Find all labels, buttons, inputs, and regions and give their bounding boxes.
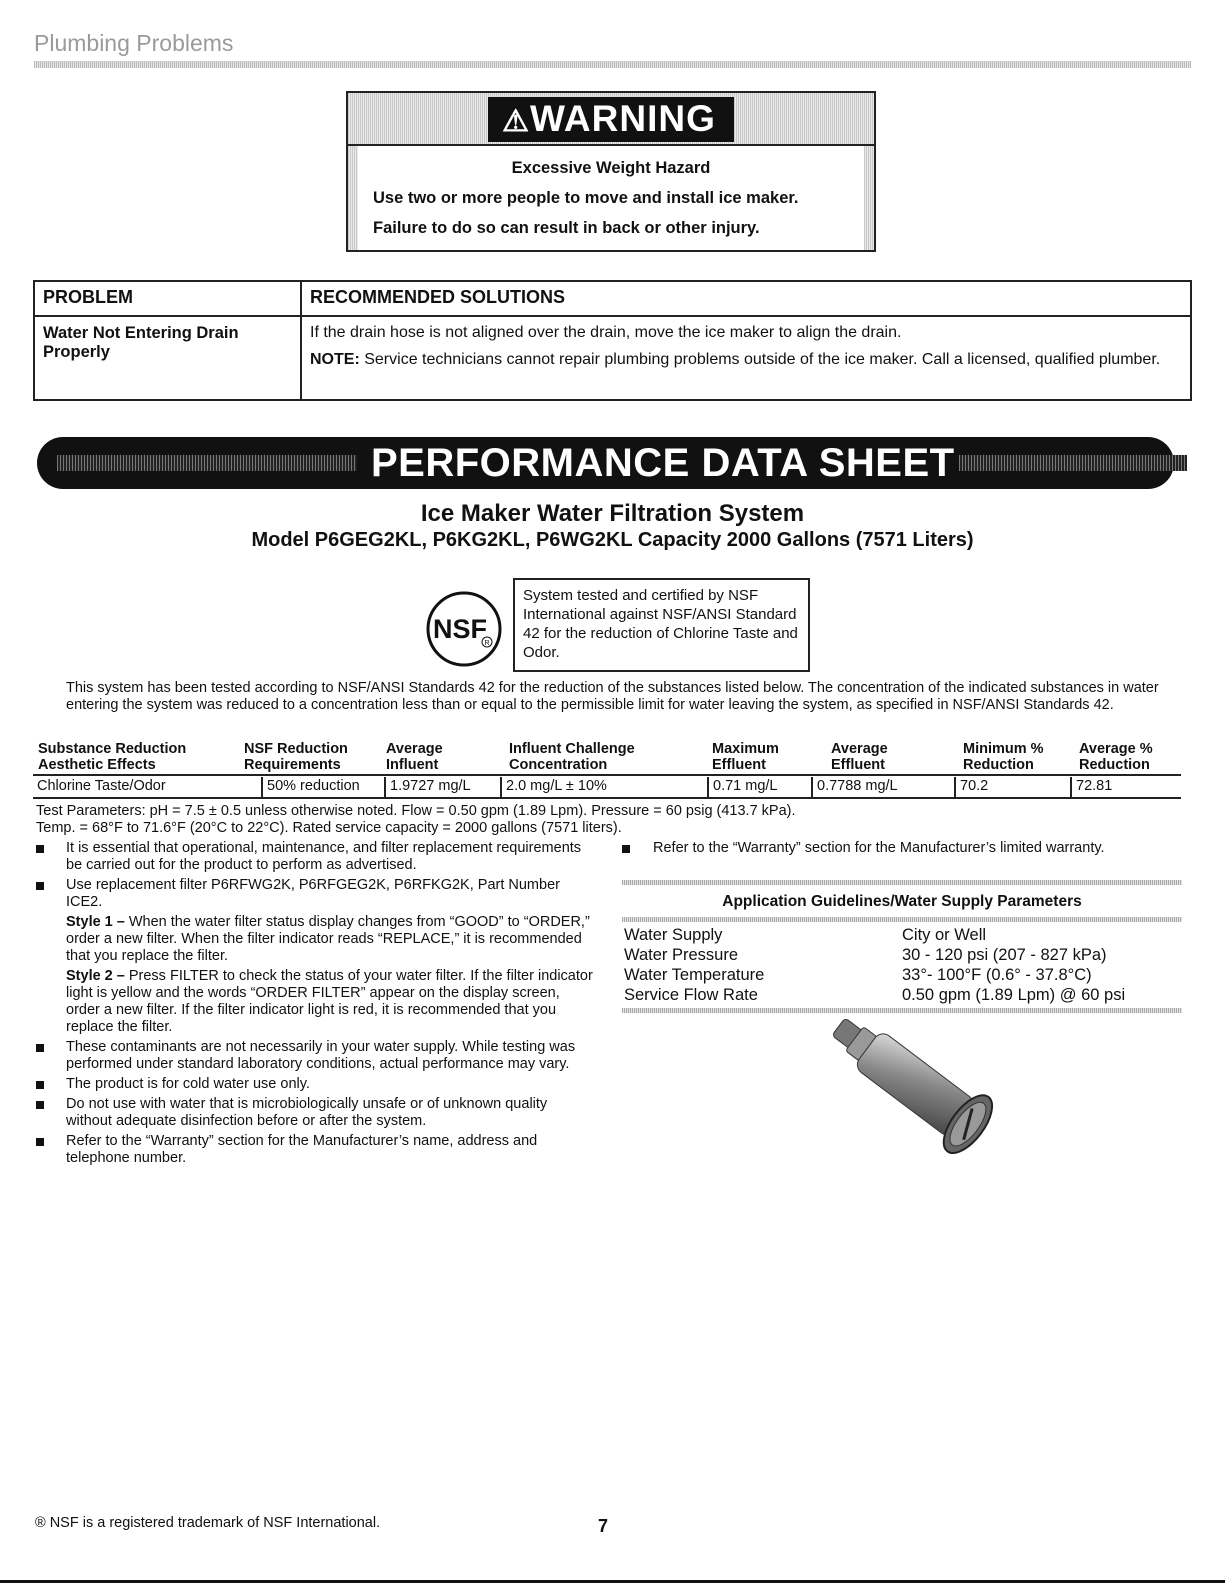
warning-line-1: Use two or more people to move and install ice maker. <box>373 189 799 207</box>
list-item-text: Use replacement filter P6RFWG2K, P6RFGEG2K, P6RFKG2K, Part Number ICE2. <box>66 877 560 910</box>
guideline-row <box>622 945 1182 965</box>
problem-table-header <box>34 281 1191 316</box>
list-item-text: The product is for cold water use only. <box>66 1076 310 1092</box>
list-item <box>36 1076 596 1093</box>
col-header-line: NSF Reduction <box>244 741 348 757</box>
warning-line-2: Failure to do so can result in back or other injury. <box>373 219 760 237</box>
warning-header <box>348 93 874 146</box>
col-header-line: Requirements <box>244 757 341 773</box>
warranty-note: Refer to the “Warranty” section for the Manufacturer’s limited warranty. <box>622 840 1162 857</box>
col-header-line: Average % <box>1079 741 1153 757</box>
guideline-label: Water Supply <box>624 926 723 944</box>
list-item-text: Refer to the “Warranty” section for the Manufacturer’s name, address and telephone number. <box>66 1133 538 1166</box>
col-header-line: Average <box>386 741 443 757</box>
col-header-line: Concentration <box>509 757 608 773</box>
table-row <box>34 316 1191 400</box>
warning-hazard: Excessive Weight Hazard <box>511 159 711 177</box>
svg-text:R: R <box>484 640 490 647</box>
list-item-text: It is essential that operational, maintenance, and filter replacement requirements be carried out for the product to perform as advertised. <box>66 840 582 873</box>
list-item <box>36 1133 596 1167</box>
guideline-row <box>622 965 1182 985</box>
model-line: Model P6GEG2KL, P6KG2KL, P6WG2KL Capacity 2000 Gallons (7571 Liters) <box>251 529 974 551</box>
table-cell: 72.81 <box>1076 778 1113 794</box>
list-item-text: These contaminants are not necessarily in your water supply. While testing was performed under standard laboratory conditions, actual performance may vary. <box>66 1039 576 1072</box>
guideline-row <box>622 925 1182 945</box>
guideline-value: 33°- 100°F (0.6° - 37.8°C) <box>902 966 1092 984</box>
col-header <box>244 741 348 773</box>
performance-banner-title: PERFORMANCE DATA SHEET <box>367 439 959 487</box>
solution-note <box>310 350 1182 370</box>
table-cell: 50% reduction <box>267 778 360 794</box>
guideline-label: Service Flow Rate <box>624 986 758 1004</box>
table-cell: 0.7788 mg/L <box>817 778 898 794</box>
note-text: Service technicians cannot repair plumbing problems outside of the ice maker. Call a licensed, qualified plumber. <box>364 351 1161 368</box>
style-1-text: When the water filter status display changes from “GOOD” to “ORDER,” order a new filter. When the filter indicator reads “REPLACE,” it is recommended that you replace the filter. <box>66 914 590 964</box>
test-parameters <box>36 803 796 837</box>
guideline-row <box>622 985 1182 1005</box>
warning-label <box>488 97 734 142</box>
warning-body <box>348 146 874 250</box>
guideline-value: City or Well <box>902 926 987 944</box>
solution-text: If the drain hose is not aligned over the drain, move the ice maker to align the drain. <box>310 324 902 341</box>
col-header <box>963 741 1044 773</box>
solutions-header: RECOMMENDED SOLUTIONS <box>301 281 1191 316</box>
guideline-label: Water Temperature <box>624 966 765 984</box>
water-filter-illustration <box>805 1008 1015 1158</box>
col-header <box>831 741 888 773</box>
problem-name: Water Not Entering Drain Properly <box>43 324 239 361</box>
note-label: NOTE: <box>310 351 360 368</box>
style-2-text: Press FILTER to check the status of your water filter. If the filter indicator light is yellow and the words “ORDER FILTER” appear on the display screen, order a new filter. If the filter indicator light is red, it is recommended that you replace the filter. <box>66 968 593 1035</box>
table-cell: 0.71 mg/L <box>713 778 778 794</box>
guideline-value: 0.50 gpm (1.89 Lpm) @ 60 psi <box>902 986 1126 1004</box>
col-header-line: Reduction <box>963 757 1034 773</box>
col-header-line: Minimum % <box>963 741 1044 757</box>
warning-signal-word: WARNING <box>530 98 716 139</box>
list-item <box>36 840 596 874</box>
col-header-line: Effluent <box>712 757 766 773</box>
bottom-rule <box>0 1580 1225 1583</box>
style-2-label: Style 2 – <box>66 968 125 984</box>
list-item <box>36 1096 596 1130</box>
col-header-line: Maximum <box>712 741 779 757</box>
nsf-logo-text: NSF <box>433 614 487 644</box>
product-title: Ice Maker Water Filtration System <box>420 500 805 527</box>
style-2-note <box>66 968 596 1036</box>
col-header <box>712 741 779 773</box>
section-title: Plumbing Problems <box>34 30 234 56</box>
col-header-line: Influent <box>386 757 439 773</box>
table-cell: 1.9727 mg/L <box>390 778 471 794</box>
application-guidelines <box>622 880 1182 1013</box>
style-1-note <box>66 914 596 965</box>
warning-triangle-icon: ⚠ <box>502 105 531 138</box>
nsf-certification-box: System tested and certified by NSF International against NSF/ANSI Standard 42 for the reduction of Chlorine Taste and Odor. <box>513 578 810 672</box>
notes-list <box>36 840 596 1170</box>
table-cell: 2.0 mg/L ± 10% <box>506 778 607 794</box>
problem-table <box>33 280 1192 401</box>
warning-box <box>346 91 876 252</box>
col-header <box>1079 741 1153 773</box>
col-header-line: Reduction <box>1079 757 1150 773</box>
table-rule <box>33 774 1181 776</box>
col-header <box>386 741 443 773</box>
list-item <box>36 1039 596 1073</box>
col-header-line: Average <box>831 741 888 757</box>
performance-banner <box>37 437 1174 489</box>
col-header-line: Substance Reduction <box>38 741 187 757</box>
col-header <box>38 741 186 773</box>
trademark-footnote: ® NSF is a registered trademark of NSF International. <box>35 1515 381 1531</box>
problem-header: PROBLEM <box>34 281 301 316</box>
banner-hatch-left <box>57 455 357 471</box>
col-header <box>509 741 635 773</box>
table-rule <box>33 797 1181 799</box>
title-divider <box>34 61 1191 68</box>
table-cell: Chlorine Taste/Odor <box>37 778 166 794</box>
test-params-line-2: Temp. = 68°F to 71.6°F (20°C to 22°C). Rated service capacity = 2000 gallons (7571 liters). <box>36 820 622 836</box>
col-header-line: Aesthetic Effects <box>38 757 156 773</box>
guidelines-rows <box>622 922 1182 1008</box>
col-header-line: Effluent <box>831 757 885 773</box>
guideline-label: Water Pressure <box>624 946 739 964</box>
test-params-line-1: Test Parameters: pH = 7.5 ± 0.5 unless otherwise noted. Flow = 0.50 gpm (1.89 Lpm). Pressure = 60 psig (413.7 kPa). <box>36 803 796 819</box>
guidelines-title: Application Guidelines/Water Supply Parameters <box>722 893 1082 910</box>
page-number: 7 <box>598 1516 609 1536</box>
col-header-line: Influent Challenge <box>509 741 635 757</box>
list-item <box>36 877 596 1036</box>
list-item-text: Do not use with water that is microbiologically unsafe or of unknown quality without adequate disinfection before or after the system. <box>66 1096 548 1129</box>
intro-paragraph: This system has been tested according to NSF/ANSI Standards 42 for the reduction of the substances listed below. The concentration of the indicated substances in water entering the system was reduced to a concentration less than or equal to the permissible limit for water leaving the system, as specified in NSF/ANSI Standards 42. <box>66 680 1159 713</box>
nsf-logo-icon <box>425 590 503 668</box>
table-cell: 70.2 <box>960 778 989 794</box>
style-1-label: Style 1 – <box>66 914 125 930</box>
table-row <box>33 777 1181 797</box>
guideline-value: 30 - 120 psi (207 - 827 kPa) <box>902 946 1107 964</box>
